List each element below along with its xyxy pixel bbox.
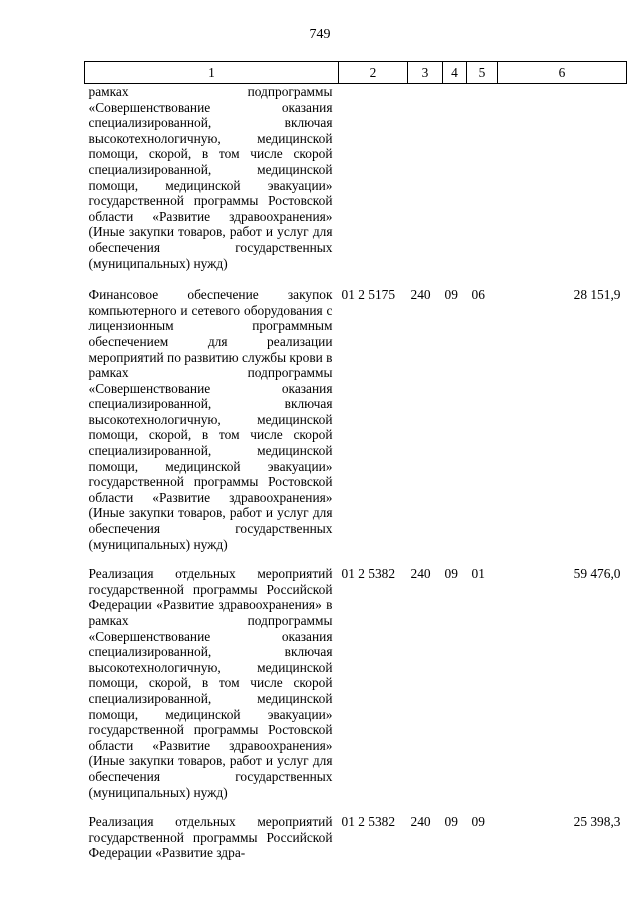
header-col-5: 5 xyxy=(467,62,498,84)
row-pr: 01 xyxy=(471,566,485,582)
row-pr: 06 xyxy=(471,287,485,303)
row-amount: 28 151,9 xyxy=(573,287,621,303)
row-description: Реализация отдельных мероприятий государственной программы Российской Федерации «Развитие здра- xyxy=(88,814,333,861)
table-body xyxy=(85,84,627,875)
header-col-6: 6 xyxy=(498,62,627,84)
row-rz xyxy=(443,84,467,288)
table-row xyxy=(85,566,627,814)
row-code: 01 2 5382 xyxy=(341,814,396,830)
header-col-4: 4 xyxy=(443,62,467,84)
table-row xyxy=(85,287,627,566)
row-vr: 240 xyxy=(410,814,431,830)
table-header xyxy=(85,62,627,84)
table-row xyxy=(85,84,627,288)
row-description: Реализация отдельных мероприятий государственной программы Российской Федерации «Развитие здравоохранения» в рамках подпрограммы «Совершенствование оказания специализированной, включая высокотехнологичную, медицинской помощи, скорой, в том числе скорой специализированной, медицинской помощи, медицинской эвакуации» государственной программы Ростовской области «Развитие здравоохранения» (Иные закупки товаров, работ и услуг для обеспечения государственных (муниципальных) нужд) xyxy=(88,566,333,800)
row-rz: 09 xyxy=(444,287,458,303)
page-number: 749 xyxy=(309,27,331,42)
row-code: 01 2 5382 xyxy=(341,566,396,582)
row-code: 01 2 5175 xyxy=(341,287,396,303)
row-vr: 240 xyxy=(410,287,431,303)
row-description: рамках подпрограммы «Совершенствование оказания специализированной, включая высокотехнологичную, медицинской помощи, скорой, в том числе скорой специализированной, медицинской помощи, медицинской эвакуации» государственной программы Ростовской области «Развитие здравоохранения» (Иные закупки товаров, работ и услуг для обеспечения государственных (муниципальных) нужд) xyxy=(88,84,333,271)
table-row xyxy=(85,814,627,875)
header-col-3: 3 xyxy=(408,62,443,84)
row-rz: 09 xyxy=(444,814,458,830)
row-description: Финансовое обеспечение закупок компьютерного и сетевого оборудования с лицензионным программным обеспечением для реализации мероприятий по развитию службы крови в рамках подпрограммы «Совершенствование оказания специализированной, включая высокотехнологичную, медицинской помощи, скорой, в том числе скорой специализированной, медицинской помощи, медицинской эвакуации» государственной программы Ростовской области «Развитие здравоохранения» (Иные закупки товаров, работ и услуг для обеспечения государственных (муниципальных) нужд) xyxy=(88,287,333,552)
row-amount: 25 398,3 xyxy=(573,814,621,830)
row-vr: 240 xyxy=(410,566,431,582)
header-col-1: 1 xyxy=(85,62,339,84)
header-col-2: 2 xyxy=(339,62,408,84)
budget-table xyxy=(84,61,627,875)
row-pr xyxy=(467,84,498,288)
row-pr: 09 xyxy=(471,814,485,830)
header-row xyxy=(85,62,627,84)
row-vr xyxy=(408,84,443,288)
row-amount: 59 476,0 xyxy=(573,566,621,582)
row-amount xyxy=(498,84,627,288)
row-rz: 09 xyxy=(444,566,458,582)
row-code xyxy=(339,84,408,288)
